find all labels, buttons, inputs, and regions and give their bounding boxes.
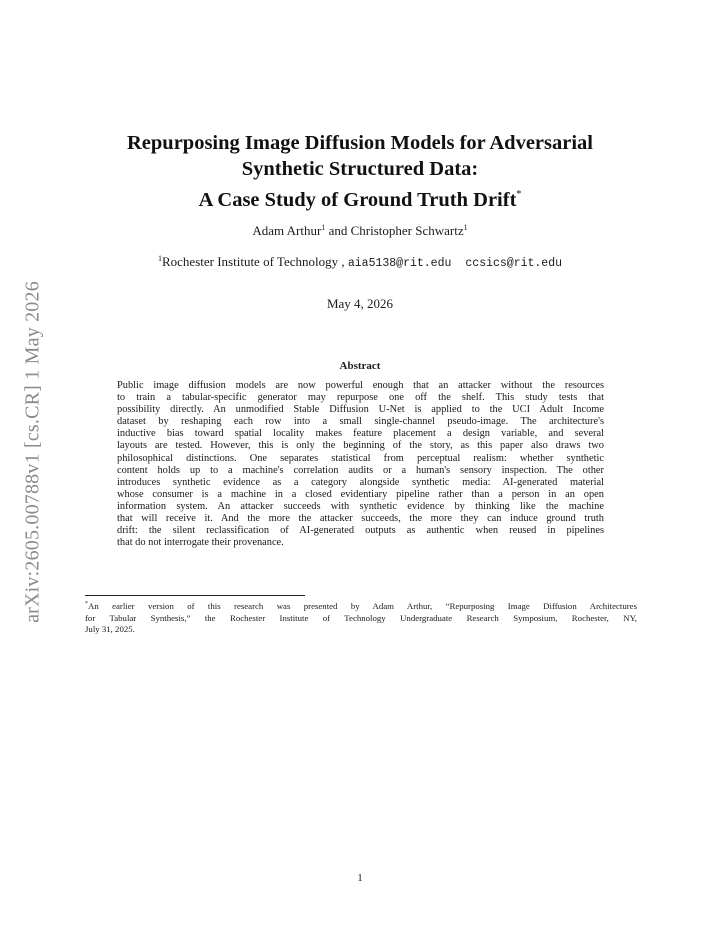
paper-title	[70, 130, 650, 213]
abstract-line: drift: the silent reclassification of AI-generated outputs as authentic when reused in pipelines	[117, 525, 604, 537]
page-number: 1	[357, 872, 363, 884]
author-connector: and	[325, 223, 351, 238]
abstract-line: to train a tabular-specific generator may repurpose one off the shelf. This study tests that	[117, 392, 604, 404]
affiliation-mark: 1	[157, 254, 162, 263]
institution-name: Rochester Institute of Technology ,	[161, 254, 348, 269]
email-address[interactable]: aia5138@rit.edu	[347, 257, 452, 270]
title-line-3-text: A Case Study of Ground Truth Drift	[198, 189, 517, 211]
author-list	[70, 223, 650, 239]
abstract-line: introduces synthetic evidence as a category alongside synthetic media: AI-generated material	[117, 476, 604, 488]
abstract-line: that will receive it. And the more the attacker succeeds, the more they can induce ground truth	[117, 513, 604, 525]
title-line-2: Synthetic Structured Data:	[241, 158, 479, 180]
title-line-1: Repurposing Image Diffusion Models for Adversarial	[126, 132, 593, 154]
footnote-mark: *	[85, 601, 88, 607]
abstract-line: layouts are tested. However, this is only the beginning of the story, as this paper also draws two	[117, 440, 604, 452]
abstract-line: information system. An attacker succeeds with synthetic evidence by thinking like the machine	[117, 500, 604, 512]
paper-date: May 4, 2026	[326, 296, 394, 311]
abstract-line: dataset by reshaping each row into a small single-channel pseudo-image. The architecture's	[117, 416, 604, 428]
abstract-line: possibility directly. An unmodified Stable Diffusion U-Net is applied to the UCI Adult Income	[117, 404, 604, 416]
abstract-line: content holds up to a machine's correlation audits or a human's sensory inspection. The other	[117, 464, 604, 476]
footnote-line-text: An earlier version of this research was presented by Adam Arthur, “Repurposing Image Diffusion Architectures	[88, 601, 637, 611]
arxiv-identifier-stamp: arXiv:2605.00788v1 [cs.CR] 1 May 2026	[21, 281, 44, 623]
author-affiliation-mark: 1	[321, 223, 326, 232]
abstract-line: philosophical distinctions. One separates statistical from perceptual realism: whether synthetic	[117, 452, 604, 464]
author-name: Adam Arthur	[252, 223, 322, 238]
abstract-line: Public image diffusion models are now powerful enough that an attacker without the resources	[117, 380, 604, 391]
abstract-line: inductive bias toward spatial locality makes feature placement a design variable, and several	[117, 428, 604, 440]
abstract-body	[117, 380, 604, 549]
footnote-line	[85, 599, 637, 613]
abstract-heading: Abstract	[339, 360, 381, 372]
author-affiliation-mark: 1	[463, 223, 468, 232]
title-line-3	[70, 182, 650, 213]
abstract-line: whose consumer is a machine in a closed evidentiary pipeline rather than a person in an open	[117, 488, 604, 500]
title-footnote-mark: *	[516, 189, 522, 200]
author-name: Christopher Schwartz	[350, 223, 464, 238]
footnote-line: July 31, 2025.	[85, 624, 135, 634]
affiliation	[70, 254, 650, 270]
footnote	[85, 599, 637, 636]
footnote-line: for Tabular Synthesis,” the Rochester Institute of Technology Undergraduate Research Symposium, Rochester, NY,	[85, 612, 637, 623]
abstract-line: that do not interrogate their provenance.	[117, 537, 284, 549]
email-address[interactable]: ccsics@rit.edu	[465, 257, 563, 270]
footnote-divider	[85, 595, 305, 596]
